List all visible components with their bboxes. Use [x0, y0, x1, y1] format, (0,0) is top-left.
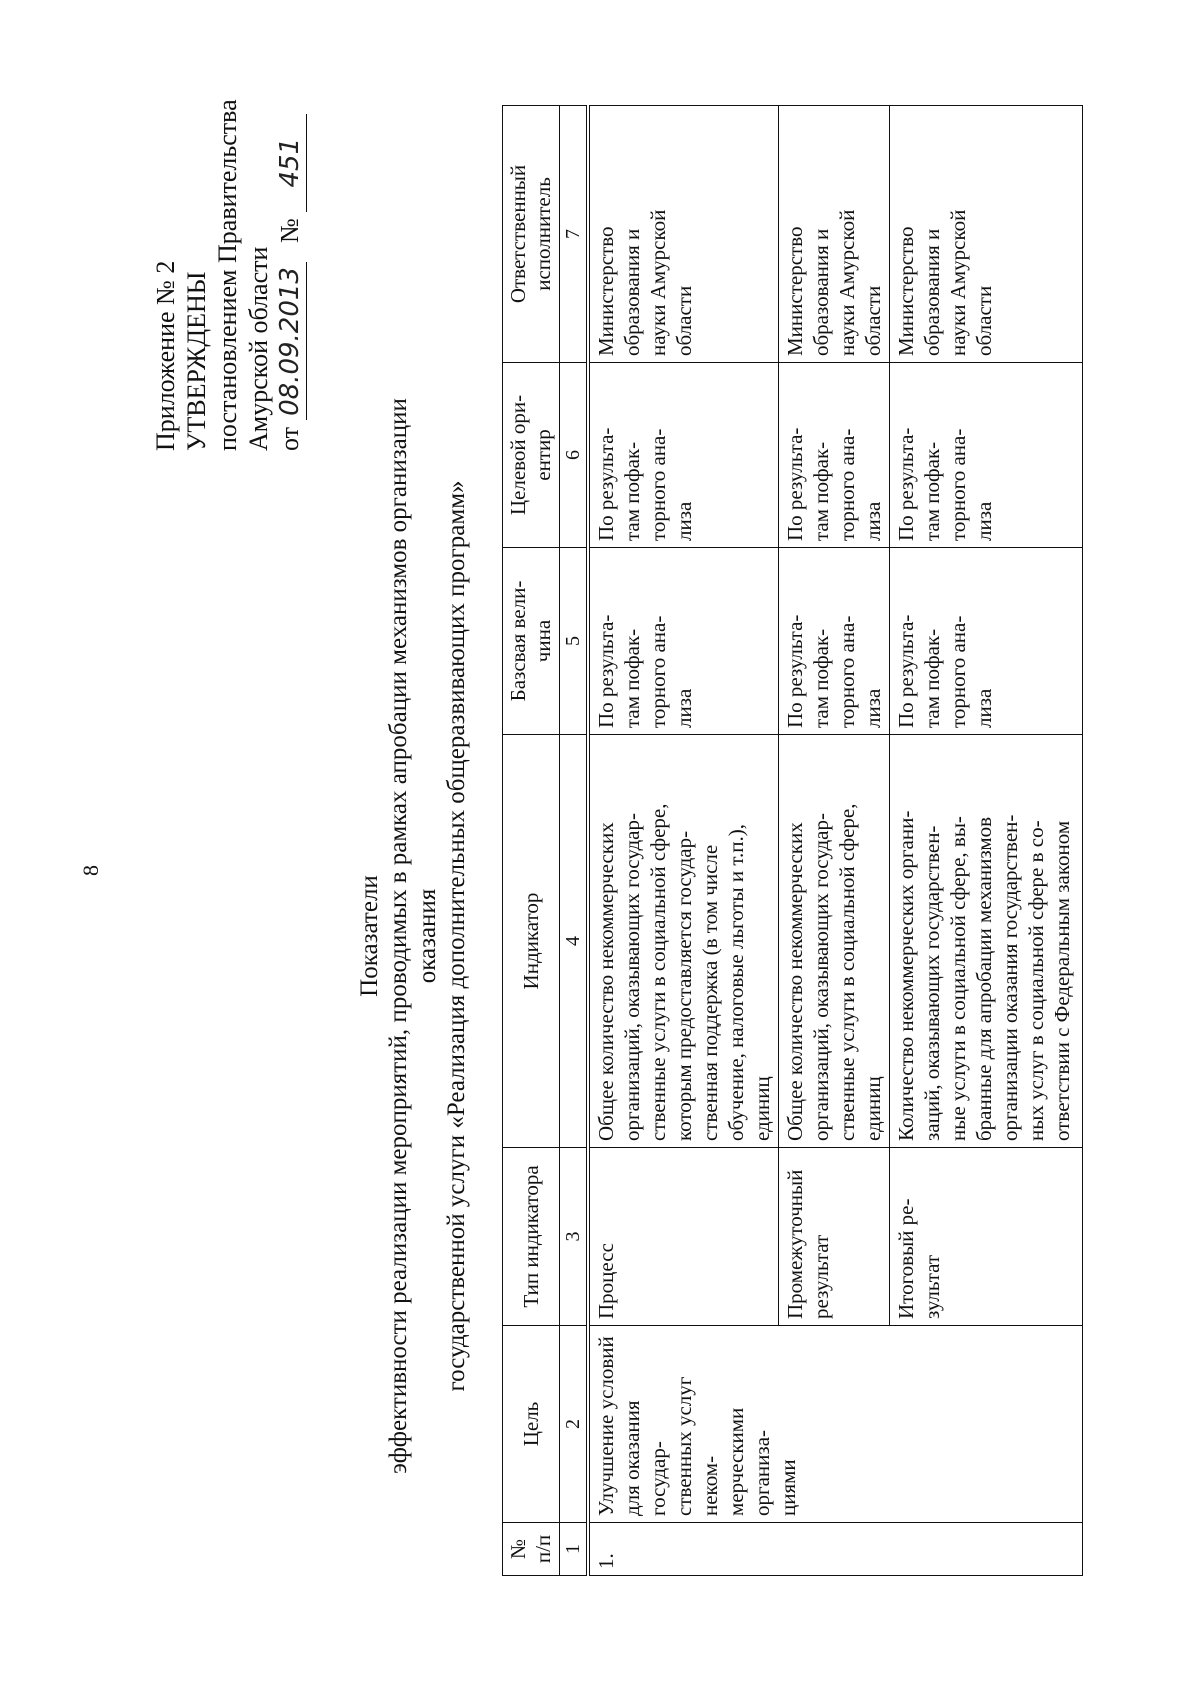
- header-num: № п/п: [503, 1523, 560, 1576]
- base-value-cell: По результа- там пофак- торного ана- лиза: [890, 548, 1083, 735]
- row-number: 1.: [588, 1523, 1083, 1576]
- base-value-cell: По результа- там пофак- торного ана- лиза: [588, 548, 779, 735]
- indicator-cell: Общее количество некоммерческих организаций, оказывающих государ- ственные услуги в социальной сфере, единиц: [779, 735, 890, 1148]
- responsible-cell: Министерство образования и науки Амурской области: [890, 106, 1083, 363]
- responsible-cell: Министерство образования и науки Амурской области: [779, 106, 890, 363]
- target-cell: По результа- там пофак- торного ана- лиза: [890, 363, 1083, 548]
- title-line-2: эффективности реализации мероприятий, проводимых в рамках апробации механизмов организации оказания: [385, 398, 441, 1474]
- approval-region: Амурской области: [244, 246, 273, 451]
- goal-cell: Улучшение условий для оказания государ- ственных услуг неком- мерческими организа- циями: [588, 1326, 1083, 1523]
- approval-number-label: №: [275, 218, 304, 243]
- target-cell: По результа- там пофак- торного ана- лиза: [779, 363, 890, 548]
- column-number: 3: [560, 1148, 589, 1326]
- table-header-row: [503, 106, 560, 1576]
- header-indicator-type: Тип индикатора: [503, 1148, 560, 1326]
- indicator-cell: Общее количество некоммерческих организаций, оказывающих государ- ственные услуги в социальной сфере, которым предоставляется государ- ственная поддержка (в том числе обучение, налоговые льготы и т.п.), единиц: [588, 735, 779, 1148]
- header-responsible: Ответственный исполнитель: [503, 106, 560, 363]
- header-target: Целевой ори- ентир: [503, 363, 560, 548]
- approval-number: 451: [275, 114, 307, 212]
- indicators-table: [502, 105, 1083, 1576]
- column-number: 4: [560, 735, 589, 1148]
- approval-date: 08.09.2013: [275, 262, 307, 420]
- indicator-type-cell: Промежуточный результат: [779, 1148, 890, 1326]
- approval-resolution: постановлением Правительства: [213, 99, 242, 451]
- header-goal: Цель: [503, 1326, 560, 1523]
- responsible-cell: Министерство образования и науки Амурской области: [588, 106, 779, 363]
- column-number: 1: [560, 1523, 589, 1576]
- column-number: 6: [560, 363, 589, 548]
- indicator-type-cell: Итоговый ре- зультат: [890, 1148, 1083, 1326]
- header-indicator: Индикатор: [503, 735, 560, 1148]
- header-base-value: Базсвая вели- чина: [503, 548, 560, 735]
- column-number: 7: [560, 106, 589, 363]
- approval-block: [150, 99, 307, 451]
- approval-from-label: от: [275, 426, 304, 451]
- approval-approved: УТВЕРЖДЕНЫ: [182, 271, 211, 451]
- target-cell: По результа- там пофак- торного ана- лиза: [588, 363, 779, 548]
- title-line-3: государственной услуги «Реализация дополнительных общеразвивающих программ»: [443, 480, 470, 1392]
- title-line-1: Показатели: [356, 875, 383, 997]
- document-title: [355, 376, 471, 1496]
- column-number: 5: [560, 548, 589, 735]
- indicator-cell: Количество некоммерческих органи- заций, оказывающих государствен- ные услуги в социальной сфере, вы- бранные для апробации механизмов организации оказания государствен- ных услуг в социальной сфере в со- ответствии с Федеральным законом: [890, 735, 1083, 1148]
- approval-appendix: Приложение № 2: [151, 260, 180, 451]
- indicator-type-cell: Процесс: [588, 1148, 779, 1326]
- table-row: [588, 106, 779, 1576]
- base-value-cell: По результа- там пофак- торного ана- лиза: [779, 548, 890, 735]
- approval-date-line: [274, 99, 307, 451]
- column-number-row: [560, 106, 589, 1576]
- column-number: 2: [560, 1326, 589, 1523]
- page-number: 8: [78, 865, 103, 876]
